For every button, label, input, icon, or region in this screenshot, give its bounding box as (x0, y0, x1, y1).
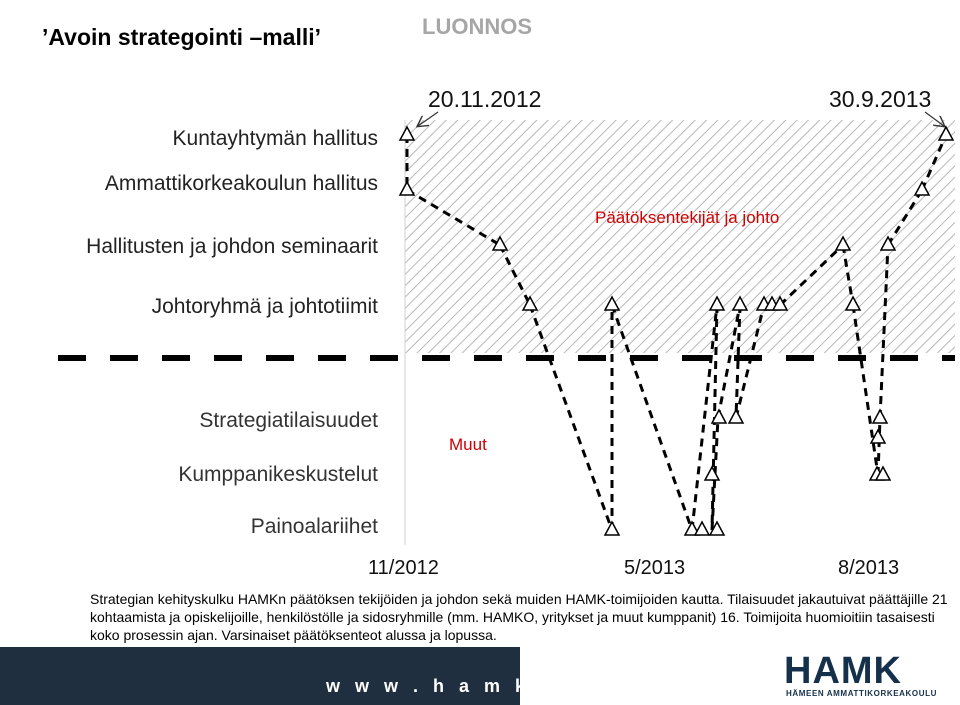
event-triangle-icon (873, 410, 887, 423)
event-triangle-icon (705, 467, 719, 480)
zone-label-others: Muut (449, 435, 487, 454)
row-label-partner-talks: Kumppanikeskustelut (178, 463, 378, 486)
decision-makers-zone (405, 120, 955, 353)
timeline-tick-may-2013: 5/2013 (624, 557, 686, 579)
event-triangle-icon (729, 410, 743, 423)
event-triangle-icon (712, 410, 726, 423)
row-label-focus-workshops: Painoalariihet (250, 515, 378, 538)
row-label-board: Kuntayhtymän hallitus (172, 127, 378, 150)
hamk-logo: HAMK (784, 650, 902, 692)
timeline-tick-aug-2013: 8/2013 (838, 557, 900, 579)
event-triangle-icon (605, 522, 619, 535)
draft-watermark: LUONNOS (422, 14, 532, 39)
row-label-uas-board: Ammattikorkeakoulun hallitus (104, 172, 378, 195)
row-label-seminars: Hallitusten ja johdon seminaarit (86, 235, 378, 258)
zone-label-decision-makers: Päätöksentekijät ja johto (595, 208, 780, 227)
path-segment (878, 418, 880, 475)
timeline-tick-nov-2012: 11/2012 (368, 557, 439, 579)
event-triangle-icon (695, 522, 709, 535)
row-label-strategy-events: Strategiatilaisuudet (199, 409, 378, 432)
end-date: 30.9.2013 (829, 86, 932, 112)
website-link[interactable]: w w w . h a m k . f i (326, 676, 592, 696)
slide-title: ’Avoin strategointi –malli’ (42, 24, 322, 50)
caption-text: Strategian kehityskulku HAMKn päätöksen tekijöiden ja johdon sekä muiden HAMK-toimijoiden kautta. Tilaisuudet jakautuivat päättäjille 21 kohtaamista ja opiskelijoille, henkilöstölle ja sidosryhmille (mm. HAMKO, yritykset ja muut kumppanit) 16. Toimijoita huomioitiin tasaisesti koko prosessin ajan. Varsinaiset päätöksenteot alussa ja lopussa. (90, 591, 948, 643)
hamk-logo-subtitle: HÄMEEN AMMATTIKORKEAKOULU (786, 689, 937, 698)
row-label-management: Johtoryhmä ja johtotiimit (151, 295, 378, 318)
start-date: 20.11.2012 (428, 86, 542, 112)
